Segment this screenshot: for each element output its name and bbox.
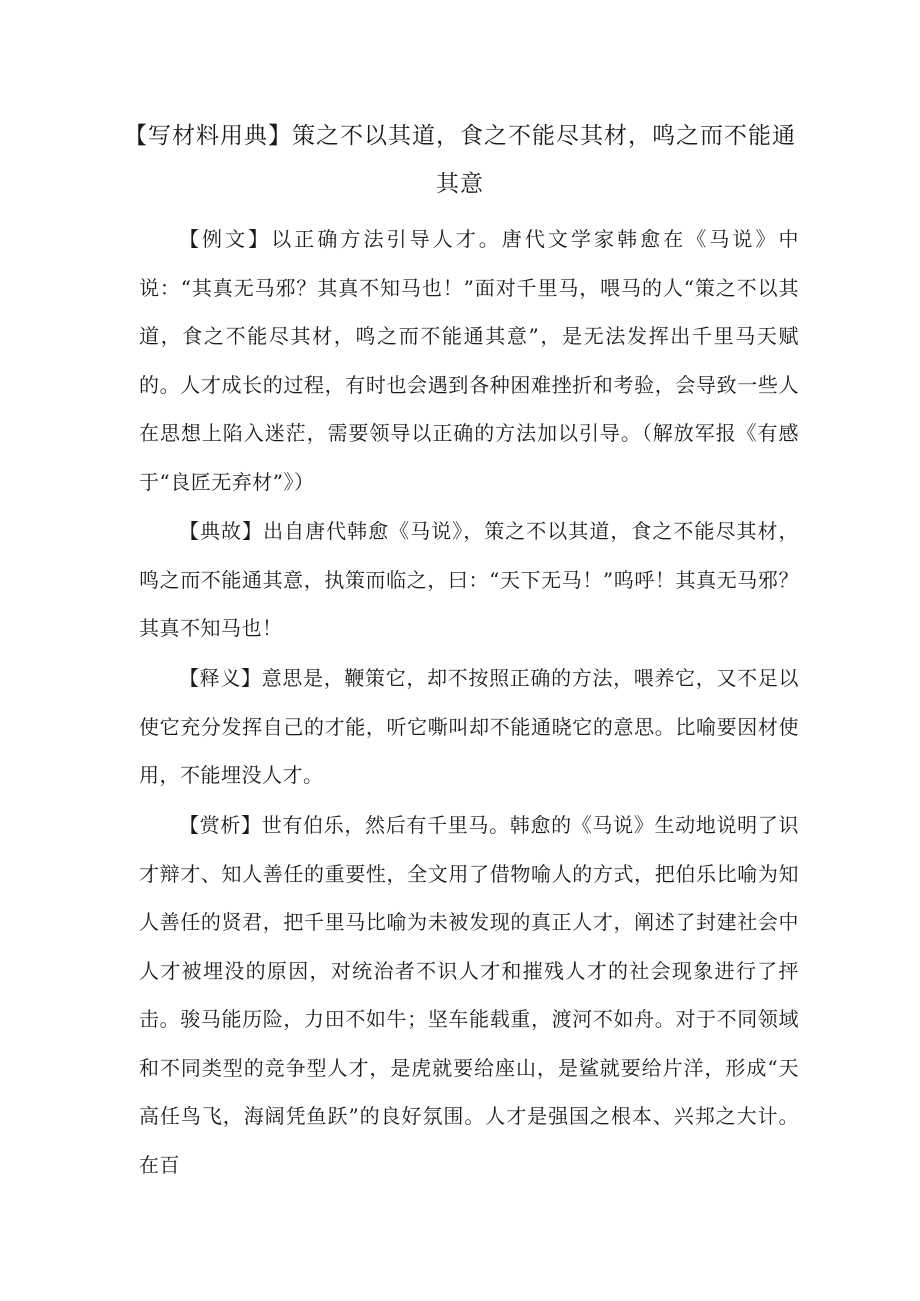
paragraph-example: 【例文】以正确方法引导人才。唐代文学家韩愈在《马说》中说：“其真无马邪？其真不知马也！”面对千里马，喂马的人“策之不以其道，食之不能尽其材，鸣之而不能通其意”，是无法发挥出千里马天赋的。人才成长的过程，有时也会遇到各种困难挫折和考验，会导致一些人在思想上陷入迷茫，需要领导以正确的方法加以引导。（解放军报《有感于“良匠无弃材”》）	[139, 227, 799, 494]
paragraph-allusion: 【典故】出自唐代韩愈《马说》，策之不以其道，食之不能尽其材，鸣之而不能通其意，执策而临之，曰：“天下无马！”呜呼！其真无马邪？其真不知马也！	[139, 519, 799, 640]
paragraph-meaning: 【释义】意思是，鞭策它，却不按照正确的方法，喂养它，又不足以使它充分发挥自己的才能，听它嘶叫却不能通晓它的意思。比喻要因材使用，不能埋没人才。	[139, 666, 799, 787]
paragraph-appreciation: 【赏析】世有伯乐，然后有千里马。韩愈的《马说》生动地说明了识才辩才、知人善任的重要性，全文用了借物喻人的方式，把伯乐比喻为知人善任的贤君，把千里马比喻为未被发现的真正人才，阐述了封建社会中人才被埋没的原因，对统治者不识人才和摧残人才的社会现象进行了抨击。骏马能历险，力田不如牛；坚车能载重，渡河不如舟。对于不同领域和不同类型的竞争型人才，是虎就要给座山，是鲨就要给片洋，形成“天高任鸟飞，海阔凭鱼跃”的良好氛围。人才是强国之根本、兴邦之大计。在百	[139, 813, 799, 1177]
document-title: 【写材料用典】策之不以其道，食之不能尽其材，鸣之而不能通其意	[124, 123, 796, 197]
